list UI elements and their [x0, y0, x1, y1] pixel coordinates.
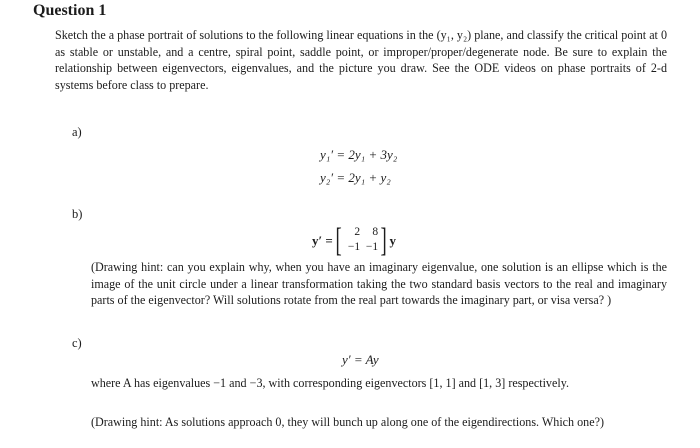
part-a-equation-2: y₂′ = 2y₁ + y₂ [320, 170, 391, 185]
part-a-label: a) [72, 125, 82, 139]
part-a-equation-1: y₁′ = 2y₁ + 3y₂ [320, 147, 398, 162]
left-bracket: [ [335, 222, 342, 259]
matrix-cell: −1 [347, 241, 361, 253]
part-c-equation: y′ = Ay [342, 352, 379, 367]
part-c-hint: (Drawing hint: As solutions approach 0, they will bunch up along one of the eigendirections. Which one?) [91, 415, 604, 429]
coefficient-matrix [344, 226, 378, 256]
part-b-rhs: y [389, 233, 396, 248]
part-b-hint: (Drawing hint: can you explain why, when you have an imaginary eigenvalue, one solution is an ellipse which is the image of the unit circle under a linear transformation taking the two standard basis vectors to the real and imaginary parts of the eigenvector? Will solutions rotate from the real part towards the imaginary part, or visa versa? ) [91, 260, 667, 308]
part-c-text: where A has eigenvalues −1 and −3, with corresponding eigenvectors [1, 1] and [1, 3] respectively. [91, 376, 569, 390]
matrix-cell: −1 [365, 241, 379, 253]
question-title: Question 1 [33, 2, 107, 19]
part-b-lhs: y′ = [312, 233, 333, 248]
part-c-label: c) [72, 336, 82, 350]
question-intro: Sketch the a phase portrait of solutions to the following linear equations in the (y₁, y₂) plane, and classify the critical point at 0 as stable or unstable, and a centre, spiral point, saddle point, or improper/proper/degenerate node. Be sure to explain the relationship between eigenvectors, eigenvalues, and the picture you draw. See the ODE videos on phase portraits of 2-d systems before class to prepare. [55, 28, 667, 92]
matrix-cell: 2 [354, 226, 361, 238]
part-b-label: b) [72, 207, 83, 221]
matrix-cell: 8 [372, 226, 379, 238]
right-bracket: ] [380, 222, 387, 259]
part-b-matrix-equation [312, 224, 396, 258]
